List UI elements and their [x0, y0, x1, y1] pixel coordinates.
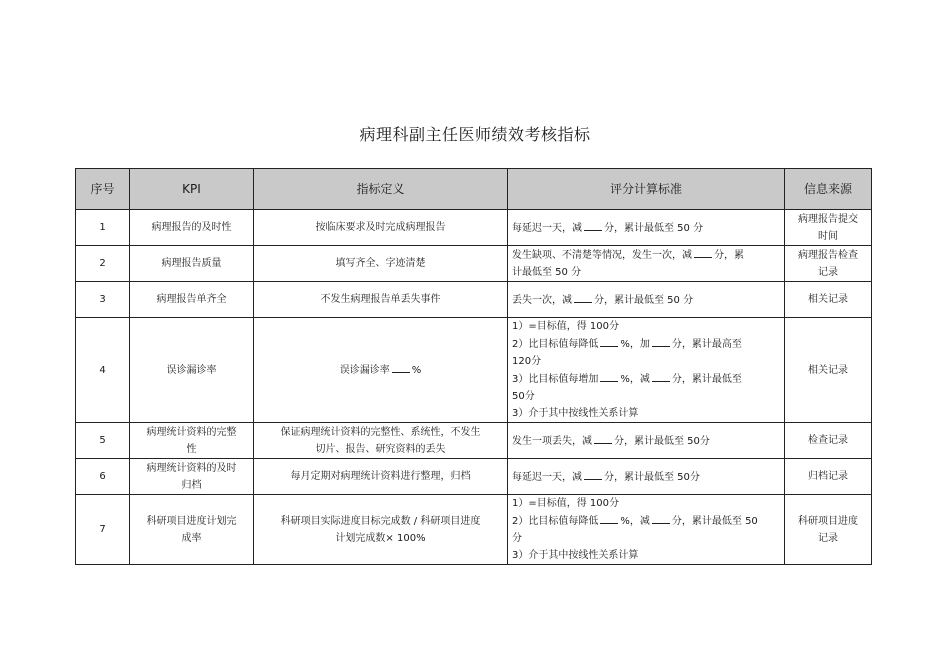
criteria-text: 发生缺项、不清楚等情况，发生一次，减 [512, 250, 692, 261]
criteria-line [512, 468, 780, 486]
criteria-text: 分，累计最低至 50分 [614, 435, 710, 447]
criteria-text: 1）=目标值，得 100分 [512, 498, 620, 509]
criteria-line [512, 353, 780, 370]
criteria-line [512, 512, 780, 530]
definition-cell [254, 423, 508, 459]
criteria-text: 3）介于其中按线性关系计算 [512, 408, 639, 419]
blank-line [584, 219, 602, 231]
source-line: 归档记录 [808, 471, 848, 482]
criteria-text: 3）比目标值每增加 [512, 374, 599, 385]
criteria-text: 分，累计最低至 50 分 [604, 222, 704, 234]
header-source: 信息来源 [785, 169, 872, 210]
source-cell [785, 210, 872, 246]
criteria-line [512, 335, 780, 353]
header-definition: 指标定义 [254, 169, 508, 210]
row-number: 1 [76, 210, 130, 246]
criteria-line [512, 405, 780, 422]
source-cell [785, 459, 872, 495]
definition-line [258, 361, 503, 379]
criteria-cell [508, 459, 785, 495]
blank-line [574, 291, 592, 303]
kpi-cell [130, 210, 254, 246]
criteria-line [512, 219, 780, 237]
criteria-text: 每延迟一天，减 [512, 471, 582, 483]
kpi-cell [130, 282, 254, 318]
header-kpi: KPI [130, 169, 254, 210]
source-line: 相关记录 [808, 294, 848, 305]
criteria-line [512, 291, 780, 309]
row-number: 2 [76, 246, 130, 282]
row-number: 4 [76, 318, 130, 423]
criteria-line [512, 318, 780, 335]
criteria-text: 分，累计最低至 [671, 374, 742, 385]
criteria-text: 3）介于其中按线性关系计算 [512, 550, 639, 561]
definition-cell [254, 246, 508, 282]
blank-line [652, 335, 670, 347]
definition-line: 计划完成数× 100% [335, 532, 426, 544]
criteria-cell [508, 210, 785, 246]
criteria-line [512, 432, 780, 450]
table-row [76, 459, 872, 495]
criteria-line [512, 370, 780, 388]
criteria-text: 分，累计最低至 50 [671, 516, 758, 527]
criteria-line [512, 264, 780, 281]
kpi-line: 病理统计资料的完整 [146, 426, 237, 438]
source-cell [785, 246, 872, 282]
row-number: 6 [76, 459, 130, 495]
table-row [76, 423, 872, 459]
kpi-cell [130, 423, 254, 459]
source-line: 病理报告提交 [798, 213, 858, 225]
criteria-text: %，加 [620, 339, 650, 350]
kpi-line: 病理报告单齐全 [156, 294, 227, 305]
source-cell [785, 282, 872, 318]
source-line: 记录 [818, 532, 838, 544]
definition-line: 科研项目实际进度目标完成数 / 科研项目进度 [280, 515, 481, 527]
source-line: 记录 [818, 266, 838, 278]
kpi-line: 病理统计资料的及时 [146, 462, 237, 474]
kpi-line: 科研项目进度计划完 [146, 515, 237, 527]
criteria-text: 分 [512, 533, 522, 544]
blank-line [694, 246, 712, 258]
page-title: 病理科副主任医师绩效考核指标 [359, 125, 591, 144]
criteria-cell [508, 282, 785, 318]
criteria-cell [508, 423, 785, 459]
kpi-cell [130, 318, 254, 423]
definition-cell [254, 495, 508, 565]
blank-line [594, 432, 612, 444]
table-header-row [76, 169, 872, 210]
source-cell [785, 495, 872, 565]
row-number: 5 [76, 423, 130, 459]
definition-text: % [411, 365, 422, 376]
criteria-text: 分，累计最低至 50 分 [594, 294, 694, 306]
table-row [76, 282, 872, 318]
criteria-text: 分，累 [714, 250, 744, 261]
source-line: 时间 [818, 230, 838, 242]
definition-cell [254, 318, 508, 423]
criteria-text: 分，累计最高至 [671, 339, 742, 350]
criteria-cell [508, 318, 785, 423]
blank-line [584, 468, 602, 480]
criteria-text: 2）比目标值每降低 [512, 516, 599, 527]
definition-line: 切片、报告、研究资料的丢失 [315, 443, 446, 455]
definition-cell [254, 459, 508, 495]
table-row [76, 210, 872, 246]
criteria-line [512, 495, 780, 512]
criteria-cell [508, 495, 785, 565]
criteria-text: 分，累计最低至 50分 [604, 471, 700, 483]
kpi-table [75, 168, 872, 565]
kpi-cell [130, 495, 254, 565]
header-criteria: 评分计算标准 [508, 169, 785, 210]
kpi-cell [130, 246, 254, 282]
source-line: 科研项目进度 [798, 515, 858, 527]
criteria-line [512, 388, 780, 405]
source-line: 病理报告检查 [798, 249, 858, 261]
kpi-line: 归档 [181, 479, 202, 491]
criteria-text: 120分 [512, 356, 542, 367]
criteria-line [512, 547, 780, 564]
kpi-line: 病理报告的及时性 [151, 222, 232, 233]
definition-cell [254, 210, 508, 246]
table-row [76, 495, 872, 565]
header-no: 序号 [76, 169, 130, 210]
criteria-text: 发生一项丢失，减 [512, 435, 592, 447]
definition-text: 误诊漏诊率 [339, 365, 390, 376]
kpi-line: 性 [186, 443, 197, 455]
source-cell [785, 318, 872, 423]
criteria-text: 1）=目标值，得 100分 [512, 321, 620, 332]
blank-line [652, 370, 670, 382]
kpi-line: 误诊漏诊率 [166, 364, 217, 376]
blank-line [600, 512, 618, 524]
source-line: 相关记录 [808, 364, 848, 376]
definition-line: 按临床要求及时完成病理报告 [315, 222, 446, 233]
criteria-text: 每延迟一天，减 [512, 222, 582, 234]
source-cell [785, 423, 872, 459]
kpi-line: 病理报告质量 [161, 258, 222, 269]
blank-line [392, 361, 410, 373]
criteria-text: 丢失一次，减 [512, 294, 572, 306]
blank-line [652, 512, 670, 524]
criteria-text: 50分 [512, 391, 535, 402]
definition-line: 每月定期对病理统计资料进行整理，归档 [290, 471, 471, 482]
criteria-text: %，减 [620, 516, 650, 527]
criteria-text: 计最低至 50 分 [512, 267, 582, 278]
criteria-line [512, 246, 780, 264]
definition-cell [254, 282, 508, 318]
kpi-line: 成率 [181, 532, 202, 544]
row-number: 7 [76, 495, 130, 565]
blank-line [600, 370, 618, 382]
criteria-cell [508, 246, 785, 282]
criteria-text: %，减 [620, 374, 650, 385]
criteria-text: 2）比目标值每降低 [512, 339, 599, 350]
kpi-cell [130, 459, 254, 495]
criteria-line [512, 530, 780, 547]
definition-line: 不发生病理报告单丢失事件 [320, 294, 441, 305]
table-row [76, 246, 872, 282]
blank-line [600, 335, 618, 347]
table-row [76, 318, 872, 423]
definition-line: 保证病理统计资料的完整性、系统性，不发生 [280, 426, 481, 438]
row-number: 3 [76, 282, 130, 318]
definition-line: 填写齐全、字迹清楚 [335, 258, 426, 269]
source-line: 检查记录 [808, 435, 848, 446]
